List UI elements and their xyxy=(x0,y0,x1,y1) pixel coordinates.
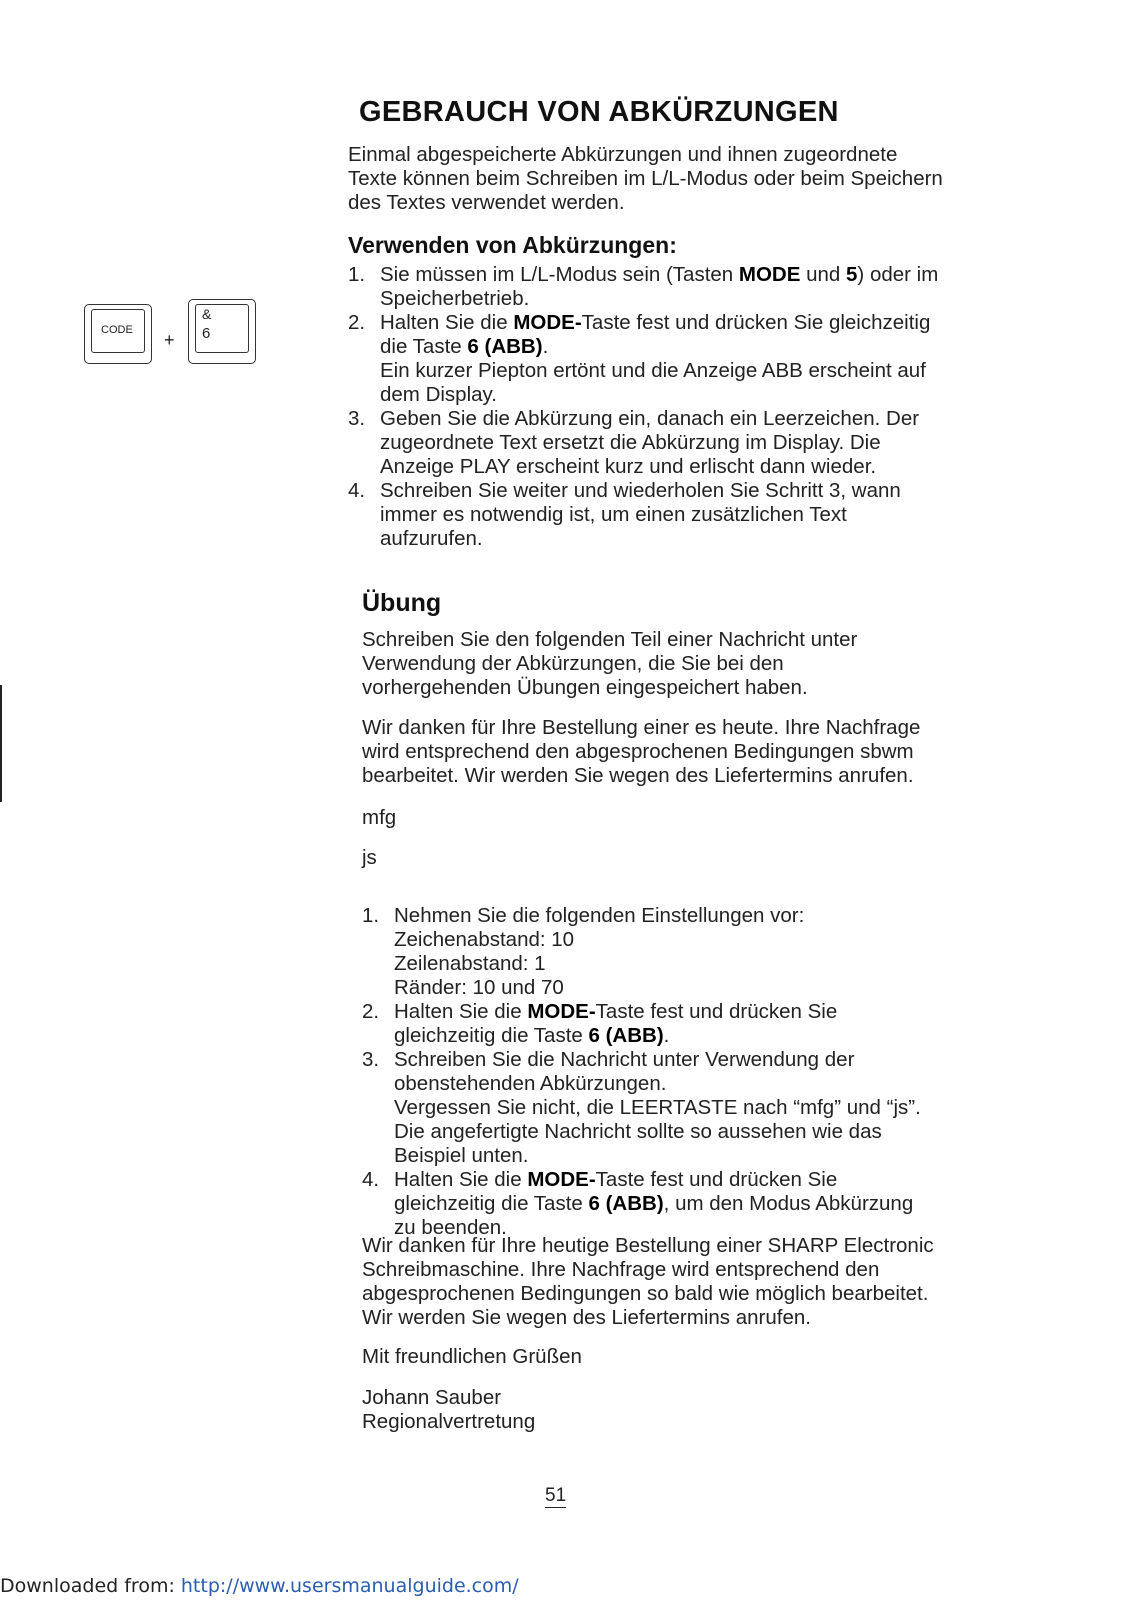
code-key-icon xyxy=(84,304,152,364)
page-title: GEBRAUCH VON ABKÜRZUNGEN xyxy=(359,96,839,128)
text-line: wird entsprechend den abgesprochenen Bedingungen sbwm xyxy=(362,740,914,763)
step-line: zu beenden. xyxy=(394,1216,507,1239)
margin-rule xyxy=(0,685,2,802)
intro-paragraph xyxy=(348,143,1008,215)
step-item xyxy=(348,479,998,551)
text-line: Schreiben Sie den folgenden Teil einer Nachricht unter xyxy=(362,628,858,651)
step-line: Halten Sie die MODE-Taste fest und drücken Sie xyxy=(394,1000,838,1023)
key-name-bold: MODE- xyxy=(513,311,582,334)
six-key-icon xyxy=(188,299,256,364)
footer-prefix: Downloaded from: xyxy=(0,1575,181,1597)
step-number: 1. xyxy=(348,263,366,286)
step-line: Ein kurzer Piepton ertönt und die Anzeige ABB erscheint auf xyxy=(380,359,926,382)
text-line: Verwendung der Abkürzungen, die Sie bei den xyxy=(362,652,784,675)
step-number: 3. xyxy=(348,407,366,430)
section-heading-exercise: Übung xyxy=(362,589,442,617)
step-number: 2. xyxy=(348,311,366,334)
step-line: Nehmen Sie die folgenden Einstellungen vor: xyxy=(394,904,805,927)
text-line: Wir danken für Ihre heutige Bestellung einer SHARP Electronic xyxy=(362,1234,934,1257)
step-line: Ränder: 10 und 70 xyxy=(394,976,564,999)
step-line: Zeichenabstand: 10 xyxy=(394,928,575,951)
signature-title: Regionalvertretung xyxy=(362,1410,536,1433)
step-item xyxy=(348,407,998,479)
text-line: bearbeitet. Wir werden Sie wegen des Liefertermins anrufen. xyxy=(362,764,914,787)
section-heading-usage: Verwenden von Abkürzungen: xyxy=(348,232,677,258)
key-combination-illustration xyxy=(84,304,264,374)
step-line: Beispiel unten. xyxy=(394,1144,529,1167)
key-name-bold: MODE xyxy=(738,263,801,286)
intro-line: Texte können beim Schreiben im L/L-Modus oder beim Speichern xyxy=(348,167,943,190)
key-name-bold: 6 (ABB) xyxy=(588,1024,664,1047)
download-footer xyxy=(0,1575,519,1597)
six-key-face xyxy=(195,304,249,353)
step-item xyxy=(362,1000,1002,1048)
step-line: Speicherbetrieb. xyxy=(380,287,530,310)
key-name-bold: 6 (ABB) xyxy=(467,335,543,358)
step-line: die Taste 6 (ABB). xyxy=(380,335,549,358)
code-key-label: CODE xyxy=(101,324,133,336)
intro-line: des Textes verwendet werden. xyxy=(348,191,625,214)
step-line: Geben Sie die Abkürzung ein, danach ein Leerzeichen. Der xyxy=(380,407,920,430)
step-line: Zeilenabstand: 1 xyxy=(394,952,546,975)
step-line: Vergessen Sie nicht, die LEERTASTE nach “mfg” und “js”. xyxy=(394,1096,921,1119)
step-number: 4. xyxy=(348,479,366,502)
usage-steps-list xyxy=(348,263,998,551)
sample-mfg: mfg xyxy=(362,806,397,829)
signature-block xyxy=(362,1386,1002,1434)
text-line: vorhergehenden Übungen eingespeichert haben. xyxy=(362,676,808,699)
step-item xyxy=(348,263,998,311)
sample-js: js xyxy=(362,846,377,869)
exercise-result-text xyxy=(362,1234,1002,1330)
step-line: Halten Sie die MODE-Taste fest und drücken Sie xyxy=(394,1168,838,1191)
key-name-bold: 6 (ABB) xyxy=(588,1192,664,1215)
step-line: obenstehenden Abkürzungen. xyxy=(394,1072,667,1095)
key-name-bold: 5 xyxy=(846,263,858,286)
step-number: 1. xyxy=(362,904,380,927)
step-line: Sie müssen im L/L-Modus sein (Tasten MODE und 5) oder im xyxy=(380,263,939,286)
six-key-top-label: & xyxy=(202,306,212,322)
text-line: Schreibmaschine. Ihre Nachfrage wird entsprechend den xyxy=(362,1258,880,1281)
key-name-bold: MODE- xyxy=(527,1000,596,1023)
exercise-instruction xyxy=(362,628,1002,700)
signature-name: Johann Sauber xyxy=(362,1386,502,1409)
step-number: 3. xyxy=(362,1048,380,1071)
exercise-steps-list xyxy=(362,904,1002,1240)
step-line: Schreiben Sie weiter und wiederholen Sie Schritt 3, wann xyxy=(380,479,901,502)
page-number: 51 xyxy=(545,1485,567,1506)
step-line: gleichzeitig die Taste 6 (ABB), um den Modus Abkürzung xyxy=(394,1192,914,1215)
footer-link[interactable]: http://www.usersmanualguide.com/ xyxy=(180,1575,519,1597)
step-number: 4. xyxy=(362,1168,380,1191)
text-line: Wir danken für Ihre Bestellung einer es heute. Ihre Nachfrage xyxy=(362,716,921,739)
step-line: aufzurufen. xyxy=(380,527,483,550)
step-line: Halten Sie die MODE-Taste fest und drücken Sie gleichzeitig xyxy=(380,311,931,334)
step-line: zugeordnete Text ersetzt die Abkürzung im Display. Die xyxy=(380,431,881,454)
step-line: Anzeige PLAY erscheint kurz und erlischt dann wieder. xyxy=(380,455,877,478)
six-key-bottom-label: 6 xyxy=(202,325,211,342)
step-item xyxy=(362,1048,1002,1168)
text-line: abgesprochenen Bedingungen so bald wie möglich bearbeitet. xyxy=(362,1282,929,1305)
step-number: 2. xyxy=(362,1000,380,1023)
text-line: Wir werden Sie wegen des Liefertermins anrufen. xyxy=(362,1306,811,1329)
step-line: gleichzeitig die Taste 6 (ABB). xyxy=(394,1024,670,1047)
step-line: immer es notwendig ist, um einen zusätzlichen Text xyxy=(380,503,847,526)
step-item xyxy=(362,904,1002,1000)
step-item xyxy=(362,1168,1002,1240)
step-item xyxy=(348,311,998,407)
closing-greeting: Mit freundlichen Grüßen xyxy=(362,1345,582,1368)
step-line: dem Display. xyxy=(380,383,497,406)
step-line: Die angefertigte Nachricht sollte so aussehen wie das xyxy=(394,1120,882,1143)
plus-sign: + xyxy=(164,330,175,350)
key-name-bold: MODE- xyxy=(527,1168,596,1191)
step-line: Schreiben Sie die Nachricht unter Verwendung der xyxy=(394,1048,855,1071)
exercise-sample-text xyxy=(362,716,1002,788)
intro-line: Einmal abgespeicherte Abkürzungen und ihnen zugeordnete xyxy=(348,143,898,166)
code-key-face xyxy=(91,309,145,353)
